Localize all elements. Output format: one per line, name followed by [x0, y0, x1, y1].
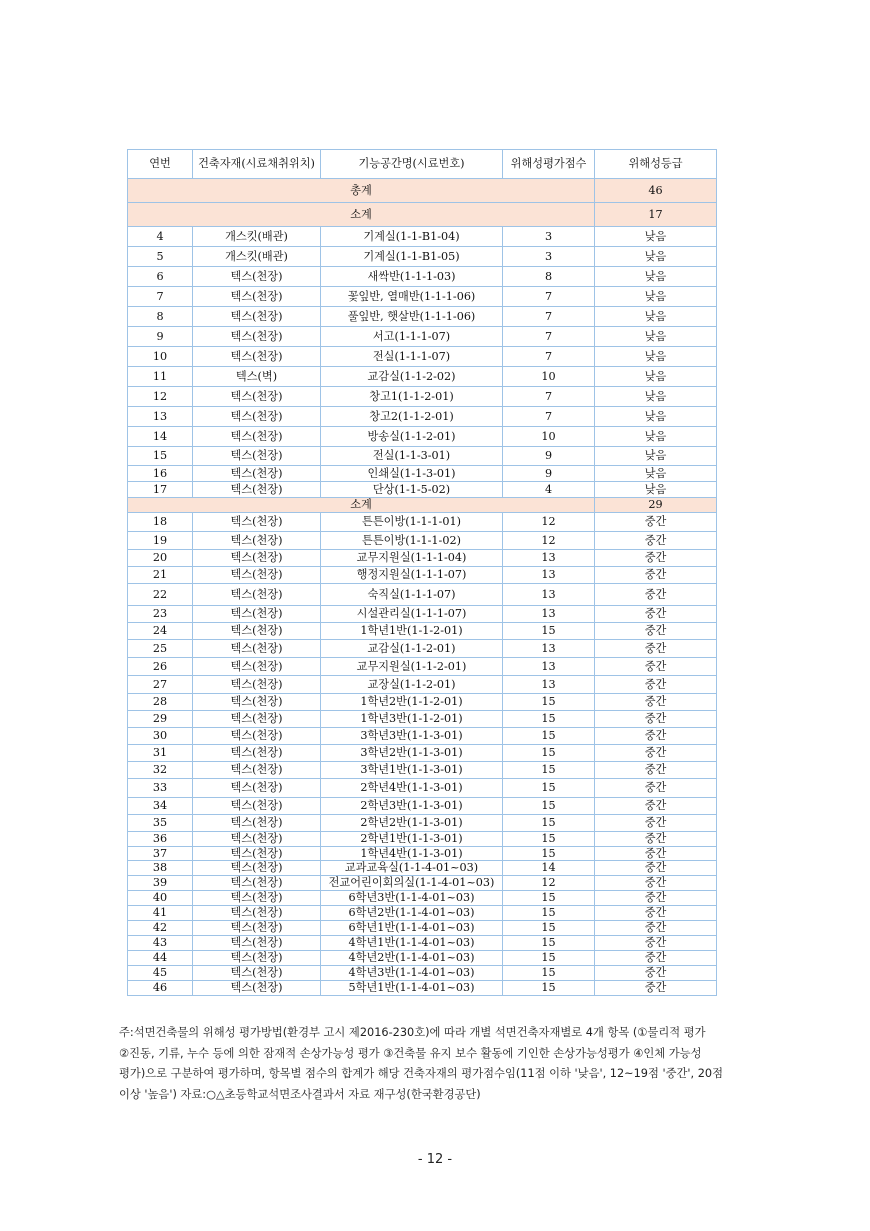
cell-no: 8	[128, 307, 193, 327]
cell-space: 5학년1반(1-1-4-01~03)	[321, 981, 503, 996]
cell-material: 텍스(천장)	[193, 567, 321, 584]
cell-space: 6학년2반(1-1-4-01~03)	[321, 906, 503, 921]
cell-space: 튼튼이방(1-1-1-01)	[321, 513, 503, 532]
cell-no: 29	[128, 711, 193, 728]
cell-material: 텍스(천장)	[193, 513, 321, 532]
cell-material: 텍스(천장)	[193, 728, 321, 745]
cell-material: 텍스(천장)	[193, 427, 321, 447]
cell-score: 10	[503, 427, 595, 447]
cell-space: 기계실(1-1-B1-04)	[321, 227, 503, 247]
cell-material: 텍스(천장)	[193, 981, 321, 996]
cell-no: 28	[128, 694, 193, 711]
cell-material: 텍스(천장)	[193, 951, 321, 966]
header-grade: 위해성등급	[595, 150, 717, 179]
cell-material: 텍스(천장)	[193, 658, 321, 676]
cell-score: 15	[503, 728, 595, 745]
table-row	[128, 779, 717, 798]
cell-space: 창고1(1-1-2-01)	[321, 387, 503, 407]
cell-grade: 낮음	[595, 247, 717, 267]
cell-score: 15	[503, 623, 595, 640]
cell-no: 9	[128, 327, 193, 347]
cell-grade: 중간	[595, 847, 717, 861]
hazard-assessment-table	[127, 149, 717, 996]
cell-material: 텍스(천장)	[193, 711, 321, 728]
subtotal-row	[128, 203, 717, 227]
cell-grade: 낮음	[595, 287, 717, 307]
cell-material: 텍스(천장)	[193, 447, 321, 466]
cell-no: 33	[128, 779, 193, 798]
cell-grade: 중간	[595, 640, 717, 658]
header-space: 기능공간명(시료번호)	[321, 150, 503, 179]
cell-no: 26	[128, 658, 193, 676]
cell-material: 텍스(천장)	[193, 815, 321, 832]
cell-no: 45	[128, 966, 193, 981]
table-row	[128, 798, 717, 815]
cell-space: 교감실(1-1-2-01)	[321, 640, 503, 658]
total-row-label: 총계	[128, 179, 595, 203]
cell-grade: 낮음	[595, 267, 717, 287]
cell-no: 43	[128, 936, 193, 951]
cell-material: 텍스(천장)	[193, 876, 321, 891]
table-row	[128, 550, 717, 567]
cell-material: 텍스(천장)	[193, 532, 321, 550]
cell-grade: 중간	[595, 861, 717, 876]
cell-space: 창고2(1-1-2-01)	[321, 407, 503, 427]
table-row	[128, 694, 717, 711]
cell-score: 13	[503, 584, 595, 606]
cell-space: 3학년3반(1-1-3-01)	[321, 728, 503, 745]
cell-no: 10	[128, 347, 193, 367]
cell-grade: 중간	[595, 584, 717, 606]
table-row	[128, 307, 717, 327]
table-row	[128, 482, 717, 498]
table-row	[128, 287, 717, 307]
cell-score: 15	[503, 815, 595, 832]
cell-grade: 중간	[595, 550, 717, 567]
cell-space: 단상(1-1-5-02)	[321, 482, 503, 498]
table-row	[128, 640, 717, 658]
table-row	[128, 513, 717, 532]
cell-space: 1학년1반(1-1-2-01)	[321, 623, 503, 640]
cell-grade: 중간	[595, 676, 717, 694]
cell-space: 전교어린이회의실(1-1-4-01~03)	[321, 876, 503, 891]
cell-material: 텍스(천장)	[193, 762, 321, 779]
cell-grade: 낮음	[595, 347, 717, 367]
cell-space: 교감실(1-1-2-02)	[321, 367, 503, 387]
cell-material: 텍스(천장)	[193, 267, 321, 287]
cell-material: 텍스(천장)	[193, 966, 321, 981]
cell-grade: 중간	[595, 891, 717, 906]
cell-space: 튼튼이방(1-1-1-02)	[321, 532, 503, 550]
cell-material: 텍스(천장)	[193, 832, 321, 847]
cell-score: 14	[503, 861, 595, 876]
cell-material: 텍스(천장)	[193, 798, 321, 815]
cell-space: 4학년3반(1-1-4-01~03)	[321, 966, 503, 981]
table-row	[128, 532, 717, 550]
cell-space: 행정지원실(1-1-1-07)	[321, 567, 503, 584]
cell-grade: 중간	[595, 711, 717, 728]
cell-no: 16	[128, 466, 193, 482]
cell-space: 시설관리실(1-1-1-07)	[321, 606, 503, 623]
cell-no: 11	[128, 367, 193, 387]
cell-material: 텍스(천장)	[193, 694, 321, 711]
cell-no: 27	[128, 676, 193, 694]
cell-score: 15	[503, 966, 595, 981]
cell-score: 7	[503, 407, 595, 427]
cell-grade: 낮음	[595, 307, 717, 327]
cell-score: 10	[503, 367, 595, 387]
cell-space: 인쇄실(1-1-3-01)	[321, 466, 503, 482]
cell-score: 12	[503, 513, 595, 532]
cell-space: 1학년2반(1-1-2-01)	[321, 694, 503, 711]
table-row	[128, 711, 717, 728]
cell-no: 7	[128, 287, 193, 307]
subtotal-row-label: 소계	[128, 203, 595, 227]
table-row	[128, 847, 717, 861]
table-footnote	[119, 1023, 751, 1105]
cell-material: 텍스(천장)	[193, 936, 321, 951]
cell-space: 2학년3반(1-1-3-01)	[321, 798, 503, 815]
cell-grade: 낮음	[595, 327, 717, 347]
cell-material: 텍스(천장)	[193, 921, 321, 936]
cell-no: 44	[128, 951, 193, 966]
cell-material: 텍스(천장)	[193, 387, 321, 407]
cell-material: 텍스(벽)	[193, 367, 321, 387]
cell-material: 텍스(천장)	[193, 407, 321, 427]
cell-grade: 중간	[595, 981, 717, 996]
cell-no: 12	[128, 387, 193, 407]
cell-grade: 낮음	[595, 407, 717, 427]
cell-score: 15	[503, 891, 595, 906]
subtotal-row-label: 소계	[128, 498, 595, 513]
table-row	[128, 623, 717, 640]
cell-grade: 중간	[595, 832, 717, 847]
cell-grade: 중간	[595, 815, 717, 832]
cell-score: 15	[503, 694, 595, 711]
cell-space: 3학년1반(1-1-3-01)	[321, 762, 503, 779]
cell-grade: 중간	[595, 951, 717, 966]
table-row	[128, 387, 717, 407]
cell-space: 2학년4반(1-1-3-01)	[321, 779, 503, 798]
cell-grade: 중간	[595, 606, 717, 623]
cell-score: 15	[503, 936, 595, 951]
table-row	[128, 832, 717, 847]
cell-score: 15	[503, 798, 595, 815]
table-row	[128, 567, 717, 584]
cell-space: 서고(1-1-1-07)	[321, 327, 503, 347]
cell-material: 텍스(천장)	[193, 327, 321, 347]
table-row	[128, 227, 717, 247]
cell-material: 텍스(천장)	[193, 584, 321, 606]
cell-no: 14	[128, 427, 193, 447]
header-material: 건축자재(시료채취위치)	[193, 150, 321, 179]
cell-space: 1학년4반(1-1-3-01)	[321, 847, 503, 861]
cell-grade: 중간	[595, 728, 717, 745]
cell-material: 텍스(천장)	[193, 891, 321, 906]
cell-score: 15	[503, 711, 595, 728]
cell-no: 5	[128, 247, 193, 267]
cell-space: 풀잎반, 햇살반(1-1-1-06)	[321, 307, 503, 327]
cell-space: 교무지원실(1-1-1-04)	[321, 550, 503, 567]
cell-score: 7	[503, 347, 595, 367]
table-row	[128, 861, 717, 876]
footnote-line: ②진동, 기류, 누수 등에 의한 잠재적 손상가능성 평가 ③건축물 유지 보수 활동에 기인한 손상가능성평가 ④인체 가능성	[119, 1046, 702, 1060]
cell-material: 텍스(천장)	[193, 640, 321, 658]
cell-no: 36	[128, 832, 193, 847]
cell-score: 13	[503, 606, 595, 623]
table-row	[128, 327, 717, 347]
table-row	[128, 906, 717, 921]
table-row	[128, 447, 717, 466]
cell-no: 38	[128, 861, 193, 876]
table-row	[128, 891, 717, 906]
table-row	[128, 676, 717, 694]
cell-space: 방송실(1-1-2-01)	[321, 427, 503, 447]
cell-no: 23	[128, 606, 193, 623]
cell-material: 텍스(천장)	[193, 847, 321, 861]
cell-score: 3	[503, 227, 595, 247]
table-header-row	[128, 150, 717, 179]
cell-space: 새싹반(1-1-1-03)	[321, 267, 503, 287]
cell-grade: 중간	[595, 745, 717, 762]
cell-no: 41	[128, 906, 193, 921]
cell-grade: 낮음	[595, 482, 717, 498]
table-row	[128, 921, 717, 936]
cell-score: 7	[503, 327, 595, 347]
table-row	[128, 951, 717, 966]
header-score: 위해성평가점수	[503, 150, 595, 179]
cell-grade: 중간	[595, 921, 717, 936]
table-body	[128, 179, 717, 996]
cell-score: 15	[503, 779, 595, 798]
cell-space: 2학년1반(1-1-3-01)	[321, 832, 503, 847]
footnote-line: 이상 '높음') 자료:○△초등학교석면조사결과서 자료 재구성(한국환경공단)	[119, 1087, 481, 1101]
footnote-line: 평가)으로 구분하여 평가하며, 항목별 점수의 합계가 해당 건축자재의 평가점수임(11점 이하 '낮음', 12~19점 '중간', 20점	[119, 1067, 723, 1080]
cell-space: 교무지원실(1-1-2-01)	[321, 658, 503, 676]
table-row	[128, 658, 717, 676]
cell-score: 12	[503, 532, 595, 550]
cell-grade: 낮음	[595, 466, 717, 482]
cell-space: 4학년2반(1-1-4-01~03)	[321, 951, 503, 966]
cell-no: 30	[128, 728, 193, 745]
subtotal-row	[128, 498, 717, 513]
cell-material: 텍스(천장)	[193, 550, 321, 567]
cell-score: 12	[503, 876, 595, 891]
cell-score: 15	[503, 921, 595, 936]
cell-space: 전실(1-1-3-01)	[321, 447, 503, 466]
table-row	[128, 267, 717, 287]
cell-space: 6학년3반(1-1-4-01~03)	[321, 891, 503, 906]
cell-material: 텍스(천장)	[193, 347, 321, 367]
cell-no: 4	[128, 227, 193, 247]
subtotal-row-value: 29	[595, 498, 717, 513]
cell-grade: 중간	[595, 623, 717, 640]
cell-no: 34	[128, 798, 193, 815]
cell-score: 13	[503, 658, 595, 676]
cell-no: 17	[128, 482, 193, 498]
table-row	[128, 606, 717, 623]
cell-no: 31	[128, 745, 193, 762]
cell-material: 개스킷(배관)	[193, 227, 321, 247]
cell-grade: 중간	[595, 513, 717, 532]
cell-grade: 낮음	[595, 387, 717, 407]
cell-grade: 중간	[595, 936, 717, 951]
table-row	[128, 981, 717, 996]
cell-no: 46	[128, 981, 193, 996]
cell-score: 15	[503, 762, 595, 779]
subtotal-row-value: 17	[595, 203, 717, 227]
cell-space: 교과교육실(1-1-4-01~03)	[321, 861, 503, 876]
cell-score: 8	[503, 267, 595, 287]
cell-grade: 중간	[595, 779, 717, 798]
total-row-value: 46	[595, 179, 717, 203]
table-row	[128, 247, 717, 267]
cell-grade: 중간	[595, 658, 717, 676]
cell-material: 텍스(천장)	[193, 745, 321, 762]
cell-score: 3	[503, 247, 595, 267]
cell-space: 꽃잎반, 열매반(1-1-1-06)	[321, 287, 503, 307]
cell-score: 15	[503, 745, 595, 762]
cell-no: 18	[128, 513, 193, 532]
cell-grade: 중간	[595, 966, 717, 981]
cell-score: 15	[503, 951, 595, 966]
table-row	[128, 762, 717, 779]
cell-no: 40	[128, 891, 193, 906]
cell-no: 21	[128, 567, 193, 584]
cell-score: 13	[503, 567, 595, 584]
cell-material: 텍스(천장)	[193, 482, 321, 498]
cell-space: 4학년1반(1-1-4-01~03)	[321, 936, 503, 951]
cell-no: 19	[128, 532, 193, 550]
cell-no: 25	[128, 640, 193, 658]
cell-material: 텍스(천장)	[193, 861, 321, 876]
table-row	[128, 347, 717, 367]
table-row	[128, 936, 717, 951]
cell-score: 9	[503, 466, 595, 482]
cell-material: 텍스(천장)	[193, 676, 321, 694]
cell-grade: 낮음	[595, 227, 717, 247]
cell-no: 39	[128, 876, 193, 891]
cell-grade: 중간	[595, 798, 717, 815]
cell-score: 7	[503, 307, 595, 327]
header-no: 연번	[128, 150, 193, 179]
cell-material: 텍스(천장)	[193, 779, 321, 798]
cell-space: 교장실(1-1-2-01)	[321, 676, 503, 694]
cell-material: 텍스(천장)	[193, 466, 321, 482]
cell-material: 텍스(천장)	[193, 606, 321, 623]
cell-space: 6학년1반(1-1-4-01~03)	[321, 921, 503, 936]
cell-grade: 낮음	[595, 367, 717, 387]
cell-score: 4	[503, 482, 595, 498]
cell-score: 15	[503, 847, 595, 861]
cell-space: 3학년2반(1-1-3-01)	[321, 745, 503, 762]
cell-grade: 중간	[595, 567, 717, 584]
cell-space: 기계실(1-1-B1-05)	[321, 247, 503, 267]
table-row	[128, 745, 717, 762]
table-row	[128, 876, 717, 891]
cell-score: 13	[503, 640, 595, 658]
total-row	[128, 179, 717, 203]
cell-grade: 중간	[595, 532, 717, 550]
cell-no: 32	[128, 762, 193, 779]
cell-score: 15	[503, 981, 595, 996]
cell-no: 35	[128, 815, 193, 832]
cell-space: 숙직실(1-1-1-07)	[321, 584, 503, 606]
table-row	[128, 584, 717, 606]
cell-material: 텍스(천장)	[193, 287, 321, 307]
cell-grade: 낮음	[595, 427, 717, 447]
cell-material: 텍스(천장)	[193, 906, 321, 921]
cell-score: 15	[503, 906, 595, 921]
cell-no: 6	[128, 267, 193, 287]
cell-score: 13	[503, 550, 595, 567]
cell-material: 텍스(천장)	[193, 623, 321, 640]
cell-no: 15	[128, 447, 193, 466]
cell-no: 13	[128, 407, 193, 427]
table-row	[128, 367, 717, 387]
cell-no: 37	[128, 847, 193, 861]
cell-material: 개스킷(배관)	[193, 247, 321, 267]
cell-space: 전실(1-1-1-07)	[321, 347, 503, 367]
cell-space: 1학년3반(1-1-2-01)	[321, 711, 503, 728]
cell-space: 2학년2반(1-1-3-01)	[321, 815, 503, 832]
cell-grade: 낮음	[595, 447, 717, 466]
footnote-line: 주:석면건축물의 위해성 평가방법(환경부 고시 제2016-230호)에 따라 개별 석면건축자재별로 4개 항목 (①물리적 평가	[119, 1026, 706, 1039]
page-number: - 12 -	[417, 1152, 453, 1167]
table-row	[128, 815, 717, 832]
cell-no: 42	[128, 921, 193, 936]
cell-score: 15	[503, 832, 595, 847]
cell-grade: 중간	[595, 694, 717, 711]
table-row	[128, 728, 717, 745]
table-row	[128, 966, 717, 981]
cell-no: 20	[128, 550, 193, 567]
cell-score: 7	[503, 287, 595, 307]
cell-score: 7	[503, 387, 595, 407]
table-row	[128, 427, 717, 447]
cell-grade: 중간	[595, 876, 717, 891]
table-row	[128, 466, 717, 482]
cell-grade: 중간	[595, 906, 717, 921]
cell-score: 9	[503, 447, 595, 466]
cell-score: 13	[503, 676, 595, 694]
cell-no: 22	[128, 584, 193, 606]
cell-no: 24	[128, 623, 193, 640]
table-row	[128, 407, 717, 427]
cell-material: 텍스(천장)	[193, 307, 321, 327]
cell-grade: 중간	[595, 762, 717, 779]
